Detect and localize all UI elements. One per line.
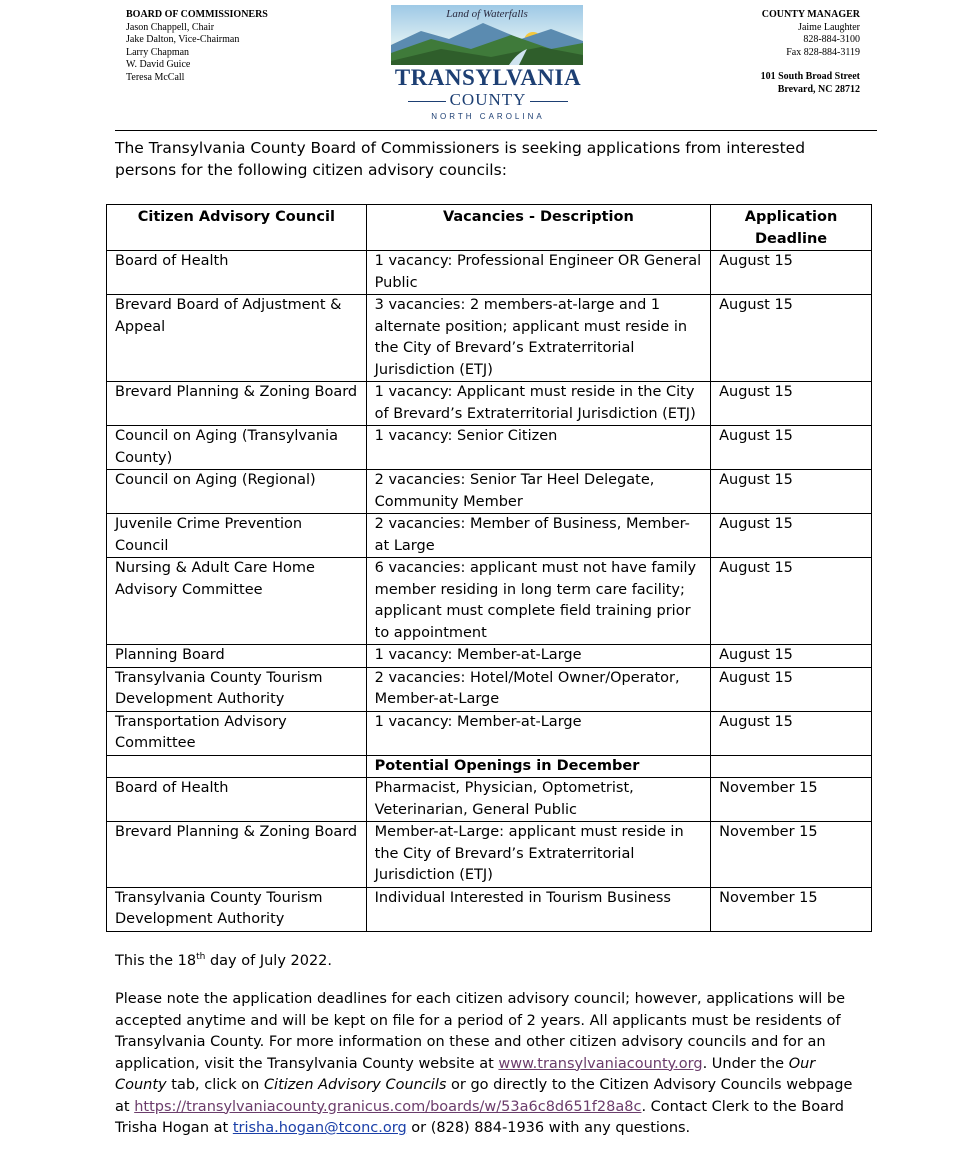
county-manager-block <box>761 9 860 96</box>
table-header-row <box>107 205 872 251</box>
table-row <box>107 667 872 711</box>
header-divider <box>115 130 877 131</box>
empty-cell <box>711 755 872 778</box>
council-cell: Council on Aging (Regional) <box>107 470 367 514</box>
note-text: tab, click on <box>166 1077 264 1093</box>
clerk-email-link[interactable]: trisha.hogan@tconc.org <box>232 1120 407 1136</box>
manager-title: COUNTY MANAGER <box>761 9 860 20</box>
board-member: Larry Chapman <box>126 46 190 58</box>
manager-phone: 828-884-3100 <box>803 34 860 45</box>
description-cell: Pharmacist, Physician, Optometrist, Veterinarian, General Public <box>366 778 710 822</box>
description-cell: 1 vacancy: Member-at-Large <box>366 711 710 755</box>
note-paragraph <box>115 989 855 1140</box>
table-row <box>107 778 872 822</box>
council-cell: Transylvania County Tourism Development Authority <box>107 887 367 931</box>
board-member: Jason Chappell, Chair <box>126 21 215 33</box>
deadline-cell: November 15 <box>711 778 872 822</box>
deadline-cell: August 15 <box>711 514 872 558</box>
description-cell: 2 vacancies: Hotel/Motel Owner/Operator, Member-at-Large <box>366 667 710 711</box>
description-cell: 6 vacancies: applicant must not have family member residing in long term care facility; applicant must complete field training prior to appointment <box>366 558 710 645</box>
empty-cell <box>107 755 367 778</box>
table-row <box>107 514 872 558</box>
address-city: Brevard, NC 28712 <box>777 83 860 95</box>
board-title: BOARD OF COMMISSIONERS <box>126 9 268 20</box>
dated-prefix: This the 18 <box>115 952 197 969</box>
council-cell: Juvenile Crime Prevention Council <box>107 514 367 558</box>
note-text: Please note the application deadlines for each citizen advisory council; however, applications will be accepted anytime and will be kept on file for a period of 2 years. All applicants must be residents of Transylvania County. For more information on these and other citizen advisory councils and for an application, visit the Transylvania County website at <box>115 991 846 1072</box>
dated-line <box>115 947 332 972</box>
table-row <box>107 382 872 426</box>
board-member: W. David Guice <box>126 59 191 70</box>
council-cell: Planning Board <box>107 645 367 668</box>
website-link[interactable]: www.transylvaniacounty.org <box>498 1055 703 1072</box>
deadline-cell: November 15 <box>711 822 872 888</box>
description-cell: Individual Interested in Tourism Business <box>366 887 710 931</box>
column-header-description: Vacancies - Description <box>366 205 710 251</box>
logo-county-word <box>385 90 591 110</box>
council-cell: Nursing & Adult Care Home Advisory Committee <box>107 558 367 645</box>
council-cell: Board of Health <box>107 778 367 822</box>
logo-county-name: TRANSYLVANIA <box>394 65 582 90</box>
description-cell: 2 vacancies: Senior Tar Heel Delegate, Community Member <box>366 470 710 514</box>
board-of-commissioners-block <box>126 9 268 84</box>
council-cell: Transportation Advisory Committee <box>107 711 367 755</box>
manager-name: Jaime Laughter <box>798 21 860 33</box>
column-header-deadline: Application Deadline <box>711 205 872 251</box>
note-text: or (828) 884-1936 with any questions. <box>406 1120 691 1136</box>
table-row <box>107 295 872 382</box>
board-member: Teresa McCall <box>126 71 185 83</box>
council-cell: Brevard Board of Adjustment & Appeal <box>107 295 367 382</box>
note-text: . Under the <box>702 1055 789 1072</box>
note-text: or go directly to the Citizen Advisory Councils webpage at <box>115 1077 853 1115</box>
description-cell: 3 vacancies: 2 members-at-large and 1 alternate position; applicant must reside in the City of Brevard’s Extraterritorial Jurisdiction (ETJ) <box>366 295 710 382</box>
logo-county-label: COUNTY <box>449 90 527 109</box>
description-cell: 1 vacancy: Senior Citizen <box>366 426 710 470</box>
deadline-cell: August 15 <box>711 382 872 426</box>
section-label: Potential Openings in December <box>366 755 710 778</box>
table-row <box>107 426 872 470</box>
deadline-cell: August 15 <box>711 295 872 382</box>
deadline-cell: August 15 <box>711 251 872 295</box>
section-row-december <box>107 755 872 778</box>
council-cell: Transylvania County Tourism Development Authority <box>107 667 367 711</box>
description-cell: 2 vacancies: Member of Business, Member-at Large <box>366 514 710 558</box>
board-member: Jake Dalton, Vice-Chairman <box>126 34 240 45</box>
description-cell: Member-at-Large: applicant must reside in the City of Brevard’s Extraterritorial Jurisdiction (ETJ) <box>366 822 710 888</box>
council-cell: Brevard Planning & Zoning Board <box>107 382 367 426</box>
table-row <box>107 711 872 755</box>
county-logo <box>385 3 591 125</box>
table-row <box>107 887 872 931</box>
citizen-advisory-councils-name: Citizen Advisory Councils <box>263 1077 447 1093</box>
table-row <box>107 558 872 645</box>
table-row <box>107 645 872 668</box>
dated-ordinal: th <box>196 952 206 962</box>
logo-tagline: Land of Waterfalls <box>446 8 528 20</box>
dated-rest: day of July 2022. <box>205 952 333 969</box>
description-cell: 1 vacancy: Professional Engineer OR General Public <box>366 251 710 295</box>
address-street: 101 South Broad Street <box>760 71 860 82</box>
description-cell: 1 vacancy: Applicant must reside in the City of Brevard’s Extraterritorial Jurisdiction (ETJ) <box>366 382 710 426</box>
table-row <box>107 251 872 295</box>
our-county-tab-name: Our County <box>115 1055 816 1093</box>
boards-webpage-link[interactable]: https://transylvaniacounty.granicus.com/boards/w/53a6c8d651f28a8c <box>134 1098 642 1115</box>
deadline-cell: August 15 <box>711 711 872 755</box>
table-row <box>107 822 872 888</box>
council-cell: Board of Health <box>107 251 367 295</box>
description-cell: 1 vacancy: Member-at-Large <box>366 645 710 668</box>
deadline-cell: August 15 <box>711 645 872 668</box>
deadline-cell: August 15 <box>711 470 872 514</box>
deadline-cell: November 15 <box>711 887 872 931</box>
deadline-cell: August 15 <box>711 667 872 711</box>
intro-paragraph: The Transylvania County Board of Commissioners is seeking applications from interested persons for the following citizen advisory councils: <box>115 139 806 179</box>
note-text: . Contact Clerk to the Board Trisha Hogan at <box>115 1098 844 1136</box>
column-header-council: Citizen Advisory Council <box>107 205 367 251</box>
vacancies-table <box>106 204 872 932</box>
logo-state: NORTH CAROLINA <box>431 112 545 121</box>
deadline-cell: August 15 <box>711 426 872 470</box>
council-cell: Brevard Planning & Zoning Board <box>107 822 367 888</box>
manager-fax: Fax 828-884-3119 <box>786 46 860 58</box>
deadline-cell: August 15 <box>711 558 872 645</box>
table-row <box>107 470 872 514</box>
council-cell: Council on Aging (Transylvania County) <box>107 426 367 470</box>
